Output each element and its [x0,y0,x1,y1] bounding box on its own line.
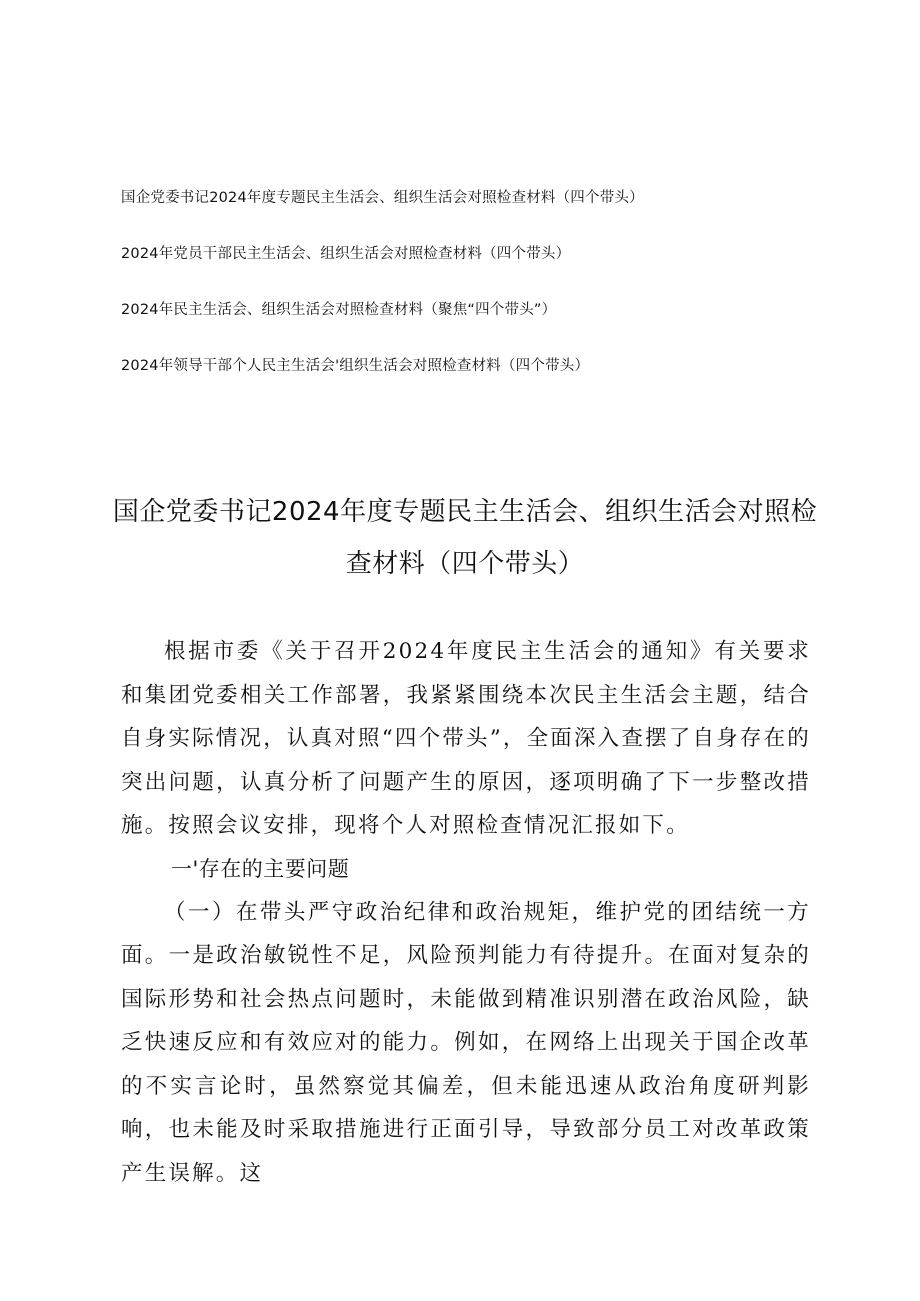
document-body [121,630,811,1195]
section-heading: 一'存在的主要问题 [171,856,350,881]
toc-item[interactable]: 国企党委书记2024年度专题民主生活会、组织生活会对照检查材料（四个带头） [121,190,644,206]
intro-paragraph: 根据市委《关于召开2024年度民主生活会的通知》有关要求和集团党委相关工作部署，我紧紧围绕本次民主生活会主题，结合自身实际情况，认真对照“四个带头”，全面深入查摆了自身存在的突出问题，认真分析了问题产生的原因，逐项明确了下一步整改措施。按照会议安排，现将个人对照检查情况汇报如下。 [121,639,811,838]
document-title-line-1: 国企党委书记2024年度专题民主生活会、组织生活会对照检 [112,497,818,527]
document-title [100,486,830,590]
section-paragraph: （一）在带头严守政治纪律和政治规矩，维护党的团结统一方面。一是政治敏锐性不足，风险预判能力有待提升。在面对复杂的国际形势和社会热点问题时，未能做到精准识别潜在政治风险，缺乏快速反应和有效应对的能力。例如，在网络上出现关于国企改革的不实言论时，虽然察觉其偏差，但未能迅速从政治角度研判影响，也未能及时采取措施进行正面引导，导致部分员工对改革政策产生误解。这 [121,899,811,1186]
toc-item[interactable]: 2024年领导干部个人民主生活会'组织生活会对照检查材料（四个带头） [121,358,590,374]
document-title-line-2: 查材料（四个带头） [345,549,585,579]
toc-item[interactable]: 2024年党员干部民主生活会、组织生活会对照检查材料（四个带头） [121,246,571,262]
toc-item[interactable]: 2024年民主生活会、组织生活会对照检查材料（聚焦“四个带头”） [121,302,557,318]
table-of-contents [121,186,841,410]
